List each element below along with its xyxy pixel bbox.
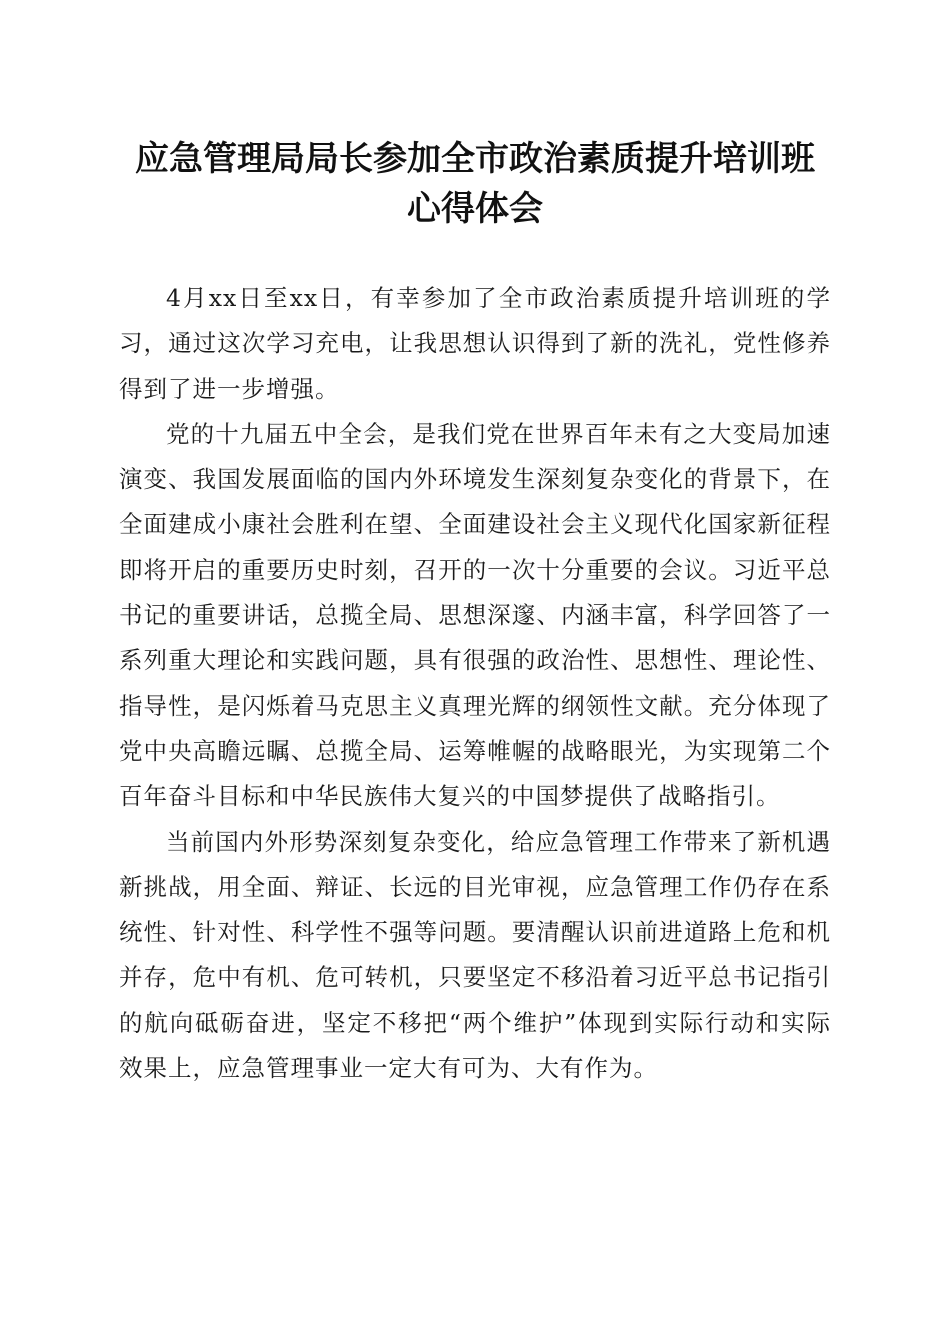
paragraph-3: 当前国内外形势深刻复杂变化，给应急管理工作带来了新机遇新挑战，用全面、辩证、长远的目光审视，应急管理工作仍存在系统性、针对性、科学性不强等问题。要清醒认识前进道路上危和机并存，危中有机、危可转机，只要坚定不移沿着习近平总书记指引的航向砥砺奋进，坚定不移把“两个维护”体现到实际行动和实际效果上，应急管理事业一定大有可为、大有作为。 <box>119 827 831 1083</box>
document-body <box>119 276 831 1091</box>
paragraph-1: 4月xx日至xx日，有幸参加了全市政治素质提升培训班的学习，通过这次学习充电，让我思想认识得到了新的洗礼，党性修养得到了进一步增强。 <box>119 284 831 403</box>
document-title <box>100 134 850 234</box>
paragraph-2: 党的十九届五中全会，是我们党在世界百年未有之大变局加速演变、我国发展面临的国内外环境发生深刻复杂变化的背景下，在全面建成小康社会胜利在望、全面建设社会主义现代化国家新征程即将开启的重要历史时刻，召开的一次十分重要的会议。习近平总书记的重要讲话，总揽全局、思想深邃、内涵丰富，科学回答了一系列重大理论和实践问题，具有很强的政治性、思想性、理论性、指导性，是闪烁着马克思主义真理光辉的纲领性文献。充分体现了党中央高瞻远瞩、总揽全局、运筹帷幄的战略眼光，为实现第二个百年奋斗目标和中华民族伟大复兴的中国梦提供了战略指引。 <box>119 419 831 811</box>
title-line-1: 应急管理局局长参加全市政治素质提升培训班 <box>135 139 815 179</box>
title-line-2: 心得体会 <box>407 189 543 229</box>
